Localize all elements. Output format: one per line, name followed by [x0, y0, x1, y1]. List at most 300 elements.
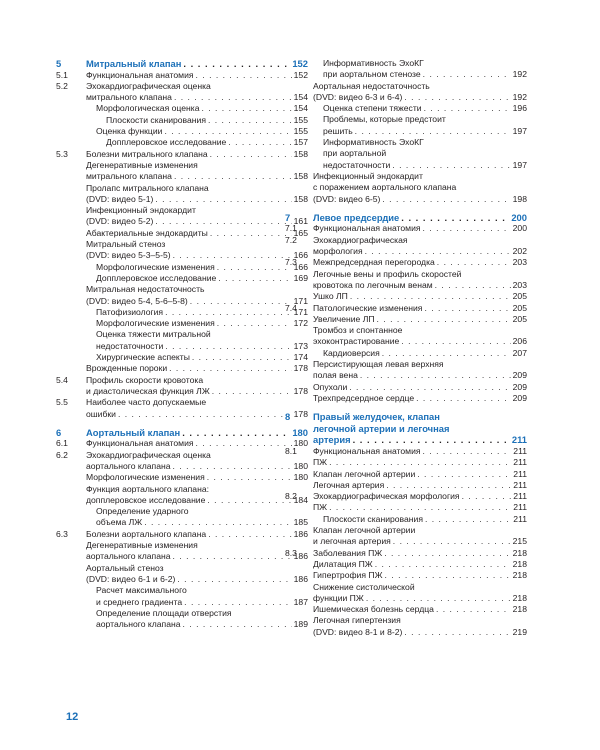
page-ref: 161 [293, 216, 308, 227]
entry-title: Абактериальные эндокардиты [86, 227, 208, 238]
dot-leader [416, 393, 511, 404]
page-ref: 152 [293, 69, 308, 80]
dot-leader [173, 250, 292, 261]
toc-entry [313, 480, 527, 491]
dot-leader [201, 103, 291, 114]
dot-leader [423, 446, 512, 457]
toc-entry [86, 341, 308, 352]
toc-entry [313, 604, 527, 615]
entry-title: и легочная артерия [313, 536, 391, 547]
entry-title: Правый желудочек, клапан [313, 411, 440, 423]
toc-entry [313, 246, 527, 257]
dot-leader [177, 574, 291, 585]
page-number: 12 [66, 711, 79, 723]
page-ref: 189 [293, 619, 308, 630]
dot-leader [210, 149, 292, 160]
entry-title: Эхокардиографическая морфология [313, 491, 460, 502]
page-ref: 158 [293, 193, 308, 204]
entry-title: Оценка тяжести митральной [96, 329, 211, 340]
entry-title: Функциональная анатомия [313, 223, 421, 234]
entry-title: Морфологические изменения [96, 261, 215, 272]
entry-title: Опухоли [313, 381, 348, 392]
toc-entry [56, 80, 308, 92]
entry-title: при аортальной [323, 148, 387, 159]
page-ref: 186 [293, 573, 308, 584]
dot-leader [401, 212, 509, 224]
entry-title: Расчет максимального [96, 585, 187, 596]
dot-leader [462, 491, 512, 502]
dot-leader [217, 262, 292, 273]
toc-entry [86, 183, 308, 194]
toc-entry [86, 563, 308, 574]
toc-entry [313, 457, 527, 468]
entry-title: Информативность ЭхоКГ [323, 137, 424, 148]
toc-entry [313, 536, 527, 547]
entry-title: Митральный стеноз [86, 239, 166, 250]
dot-leader [190, 296, 292, 307]
toc-entry [86, 619, 308, 630]
dot-leader [183, 58, 290, 70]
toc-entry [313, 148, 527, 159]
entry-title: Болезни митрального клапана [86, 148, 208, 159]
entry-title: Определение ударного [96, 506, 189, 517]
entry-title: (DVD: видео 8-1 и 8-2) [313, 626, 403, 637]
entry-title: Информативность ЭхоКГ [323, 58, 424, 68]
entry-title: Функциональная анатомия [86, 438, 194, 449]
toc-entry [86, 551, 308, 562]
entry-title: Патологические изменения [313, 302, 423, 313]
entry-title: Хирургические аспекты [96, 352, 190, 363]
toc-entry [86, 363, 308, 374]
toc-entry [86, 472, 308, 483]
entry-title: кровотока по легочным венам [313, 279, 433, 290]
entry-title: и среднего градиента [96, 596, 183, 607]
page-ref: 154 [293, 103, 308, 114]
toc-entry [313, 615, 527, 626]
entry-title: Увеличение ЛП [313, 313, 375, 324]
toc-entry [285, 234, 527, 246]
entry-title: аортального клапана [96, 619, 181, 630]
page-ref: 209 [512, 381, 527, 392]
dot-leader [360, 370, 511, 381]
entry-title: Гипертрофия ПЖ [313, 570, 383, 581]
toc-entry [313, 325, 527, 336]
section-number: 7.2 [285, 234, 297, 245]
entry-title: Заболевания ПЖ [313, 547, 383, 558]
entry-title: (DVD: видео 6-1 и 6-2) [86, 573, 176, 584]
toc-entry [86, 126, 308, 137]
dot-leader [436, 604, 511, 615]
entry-title: Морфологические изменения [96, 318, 215, 329]
dot-leader [207, 495, 291, 506]
entry-title: Патофизиология [96, 306, 164, 317]
entry-title: объема ЛЖ [96, 517, 143, 528]
toc-entry [313, 582, 527, 593]
toc-chapter-entry [56, 426, 308, 439]
toc-entry [56, 374, 308, 386]
dot-leader [155, 194, 291, 205]
page-ref: 211 [511, 434, 527, 446]
entry-title: с поражением аортального клапана [313, 182, 457, 193]
entry-title: (DVD: видео 5-1) [86, 193, 154, 204]
dot-leader [385, 570, 511, 581]
toc-entry [86, 352, 308, 363]
toc-entry [86, 250, 308, 261]
section-number: 5 [56, 58, 62, 69]
page-ref: 166 [293, 250, 308, 261]
page-ref: 211 [513, 513, 527, 524]
toc-entry [313, 280, 527, 291]
toc-entry [86, 262, 308, 273]
entry-title: Легочная гипертензия [313, 615, 401, 626]
entry-title: Функциональная анатомия [313, 445, 421, 456]
entry-title: Проблемы, которые предстоит [323, 114, 446, 125]
toc-entry [86, 495, 308, 506]
page-ref: 155 [293, 126, 308, 137]
toc-entry [86, 228, 308, 239]
entry-title: функции ПЖ [313, 592, 364, 603]
dot-leader [173, 461, 292, 472]
dot-leader [401, 336, 510, 347]
dot-leader [173, 551, 292, 562]
section-number: 5.5 [56, 397, 68, 408]
toc-entry [86, 585, 308, 596]
entry-title: Плоскости сканирования [106, 114, 206, 125]
page-ref: 152 [292, 58, 308, 69]
toc-entry [86, 115, 308, 126]
entry-title: Болезни аортального клапана [86, 528, 207, 539]
entry-title: (DVD: видео 6-3 и 6-4) [313, 91, 403, 102]
dot-leader [382, 348, 511, 359]
toc-entry [313, 182, 527, 193]
dot-leader [218, 273, 291, 284]
page-ref: 178 [293, 408, 308, 419]
entry-title: эхоконтрастирование [313, 336, 400, 347]
page-ref: 158 [293, 171, 308, 182]
entry-title: Допплеровское исследование [96, 272, 217, 283]
dot-leader [349, 382, 510, 393]
dot-leader [377, 314, 511, 325]
entry-title: Профиль скорости кровотока [86, 374, 204, 385]
page-ref: 180 [293, 472, 308, 483]
dot-leader [155, 216, 291, 227]
toc-entry [56, 397, 308, 408]
dot-leader [329, 502, 511, 513]
dot-leader [208, 529, 291, 540]
entry-title: Пролапс митрального клапана [86, 182, 209, 193]
toc-entry [86, 284, 308, 295]
section-number: 6.1 [56, 438, 68, 449]
section-number: 8.2 [285, 491, 297, 502]
entry-title: Оценка функции [96, 126, 163, 137]
toc-entry [86, 318, 308, 329]
page-ref: 178 [293, 363, 308, 374]
entry-title: Определение площади отверстия [96, 607, 232, 618]
entry-title: Дилатация ПЖ [313, 558, 373, 569]
entry-title: решить [323, 125, 353, 136]
toc-entry [56, 449, 308, 461]
entry-title: и диастолическая функция ЛЖ [86, 385, 210, 396]
toc-entry [313, 92, 527, 103]
page-ref: 211 [513, 502, 527, 513]
dot-leader [192, 352, 292, 363]
page-ref: 207 [512, 347, 527, 358]
page-ref: 180 [292, 426, 308, 438]
entry-title: Кардиоверсия [323, 347, 380, 358]
entry-title: Наиболее часто допускаемые [86, 397, 207, 408]
page-ref: 211 [513, 479, 527, 490]
entry-title: артерия [313, 434, 351, 446]
entry-title: Межпредсердная перегородка [313, 257, 435, 268]
toc-entry [86, 216, 308, 227]
dot-leader [174, 171, 292, 182]
entry-title: Клапан легочной артерии [313, 468, 416, 479]
dot-leader [184, 597, 291, 608]
dot-leader [182, 427, 290, 439]
entry-title: недостаточности [323, 159, 391, 170]
page-ref: 218 [512, 570, 527, 581]
toc-entry [313, 81, 527, 92]
page-ref: 197 [512, 125, 527, 136]
dot-leader [329, 457, 511, 468]
dot-leader [207, 472, 292, 483]
page-ref: 200 [511, 211, 527, 223]
entry-title: Функция аортального клапана: [86, 483, 209, 494]
page-ref: 192 [512, 91, 527, 102]
entry-title: аортального клапана [86, 460, 171, 471]
page-ref: 215 [512, 536, 527, 547]
entry-title: Дегенеративные изменения [86, 159, 198, 170]
entry-title: Врожденные пороки [86, 363, 168, 374]
entry-title: Морфологическая оценка [96, 103, 200, 114]
toc-entry [313, 194, 527, 205]
toc-entry [313, 269, 527, 280]
dot-leader [183, 619, 292, 630]
entry-title: Ушко ЛП [313, 291, 348, 302]
toc-entry [285, 445, 527, 457]
page-ref: 218 [512, 547, 527, 558]
entry-title: (DVD: видео 5-2) [86, 216, 154, 227]
toc-entry [313, 525, 527, 536]
entry-title: Оценка степени тяжести [323, 103, 422, 114]
dot-leader [423, 69, 511, 80]
page-ref: 205 [512, 313, 527, 324]
toc-entry [313, 137, 527, 148]
toc-entry [313, 114, 527, 125]
toc-entry [86, 540, 308, 551]
dot-leader [165, 307, 292, 318]
entry-title: Плоскости сканирования [323, 513, 423, 524]
toc-entry [313, 103, 527, 114]
entry-title: (DVD: видео 6-5) [313, 193, 381, 204]
toc-entry [86, 574, 308, 585]
dot-leader [375, 559, 511, 570]
page-ref: 203 [512, 279, 527, 290]
page-ref: 211 [513, 468, 527, 479]
page-ref: 155 [293, 114, 308, 125]
toc-entry [86, 517, 308, 528]
section-number: 6.2 [56, 449, 68, 460]
toc-column-left [56, 58, 308, 630]
entry-title: полая вена [313, 370, 358, 381]
entry-title: Функциональная анатомия [86, 69, 194, 80]
page-ref: 172 [293, 318, 308, 329]
entry-title: Эхокардиографическая [313, 234, 408, 245]
dot-leader [425, 514, 511, 525]
page-ref: 198 [512, 193, 527, 204]
page-ref: 211 [513, 491, 527, 502]
entry-title: недостаточности [96, 340, 164, 351]
dot-leader [212, 386, 292, 397]
toc-entry [313, 469, 527, 480]
toc-entry [86, 409, 308, 420]
dot-leader [353, 434, 510, 446]
entry-title: митрального клапана [86, 171, 172, 182]
dot-leader [355, 126, 511, 137]
toc-entry [313, 559, 527, 570]
dot-leader [228, 137, 291, 148]
dot-leader [165, 341, 291, 352]
page-ref: 158 [293, 148, 308, 159]
entry-title: Персистирующая левая верхняя [313, 359, 444, 370]
page-ref: 178 [293, 385, 308, 396]
page-ref: 206 [512, 336, 527, 347]
section-number: 5.2 [56, 80, 68, 91]
dot-leader [174, 92, 292, 103]
page-ref: 186 [293, 528, 308, 539]
toc-entry [313, 69, 527, 80]
toc-entry [86, 461, 308, 472]
toc-entry [313, 171, 527, 182]
entry-title: Митральный клапан [86, 58, 182, 69]
section-number: 7.3 [285, 257, 297, 268]
toc-chapter-entry [56, 58, 308, 70]
entry-title: легочной артерии и легочная [313, 422, 450, 434]
toc-entry [86, 137, 308, 148]
toc-entry [86, 273, 308, 284]
dot-leader [208, 115, 292, 126]
entry-title: Митральная недостаточность [86, 284, 205, 295]
page-ref: 169 [293, 272, 308, 283]
entry-title: ПЖ [313, 457, 328, 468]
toc-entry [86, 194, 308, 205]
dot-leader [164, 126, 291, 137]
toc-entry [86, 239, 308, 250]
dot-leader [435, 280, 511, 291]
toc-entry [313, 160, 527, 171]
dot-leader [417, 469, 511, 480]
page-ref: 165 [293, 227, 308, 238]
page-ref: 203 [512, 257, 527, 268]
toc-entry [86, 608, 308, 619]
page-ref: 166 [293, 261, 308, 272]
dot-leader [196, 438, 292, 449]
toc-entry [313, 58, 527, 69]
toc-entry [86, 92, 308, 103]
toc-entry [86, 205, 308, 216]
page-ref: 196 [512, 103, 527, 114]
section-number: 8.3 [285, 547, 297, 558]
page-ref: 209 [512, 392, 527, 403]
toc-entry [86, 307, 308, 318]
page-ref: 197 [512, 159, 527, 170]
toc-chapter-entry [313, 423, 527, 435]
entry-title: ошибки [86, 408, 116, 419]
section-number: 8.1 [285, 445, 297, 456]
page-ref: 187 [293, 596, 308, 607]
entry-title: митрального клапана [86, 92, 172, 103]
toc-entry [313, 348, 527, 359]
entry-title: аортального клапана [86, 551, 171, 562]
toc-entry [313, 502, 527, 513]
toc-chapter-entry [313, 434, 527, 446]
entry-title: (DVD: видео 5-3–5-5) [86, 250, 171, 261]
section-number: 7.1 [285, 223, 297, 234]
entry-title: Снижение систолической [313, 581, 415, 592]
page-ref: 218 [512, 558, 527, 569]
toc-entry [56, 148, 308, 160]
entry-title: Аортальная недостаточность [313, 80, 430, 91]
page-ref: 186 [293, 551, 308, 562]
page-ref: 180 [293, 460, 308, 471]
page-ref: 171 [293, 295, 308, 306]
dot-leader [169, 363, 292, 374]
entry-title: при аортальном стенозе [323, 69, 421, 80]
section-number: 6 [56, 426, 62, 438]
page-ref: 180 [293, 438, 308, 449]
dot-leader [366, 593, 511, 604]
page-ref: 173 [293, 340, 308, 351]
section-number: 5.4 [56, 374, 68, 385]
toc-entry [313, 570, 527, 581]
page-ref: 171 [293, 306, 308, 317]
section-number: 7.4 [285, 302, 297, 313]
entry-title: допплеровское исследование [86, 494, 206, 505]
dot-leader [404, 92, 510, 103]
page-ref: 202 [512, 246, 527, 257]
dot-leader [393, 536, 511, 547]
entry-title: Аортальный клапан [86, 426, 181, 438]
dot-leader [392, 160, 510, 171]
page-ref: 209 [512, 370, 527, 381]
toc-entry [313, 314, 527, 325]
dot-leader [386, 480, 511, 491]
page-ref: 200 [512, 223, 527, 234]
entry-title: Инфекционный эндокардит [313, 170, 423, 181]
toc-entry [56, 69, 308, 81]
page-ref: 154 [293, 92, 308, 103]
dot-leader [424, 303, 510, 314]
dot-leader [404, 627, 510, 638]
toc-entry [313, 291, 527, 302]
entry-title: морфология [313, 246, 363, 257]
section-number: 8 [285, 411, 291, 423]
dot-leader [144, 517, 291, 528]
entry-title: Эхокардиографическая оценка [86, 449, 211, 460]
page-ref: 185 [293, 517, 308, 528]
dot-leader [365, 246, 511, 257]
toc-entry [86, 597, 308, 608]
dot-leader [196, 70, 292, 81]
toc-entry [86, 506, 308, 517]
entry-title: Легочная артерия [313, 479, 385, 490]
toc-entry [313, 370, 527, 381]
entry-title: Морфологические изменения [86, 472, 205, 483]
entry-title: Трехпредсердное сердце [313, 392, 415, 403]
toc-entry [313, 126, 527, 137]
toc-entry [86, 386, 308, 397]
entry-title: Инфекционный эндокардит [86, 205, 196, 216]
